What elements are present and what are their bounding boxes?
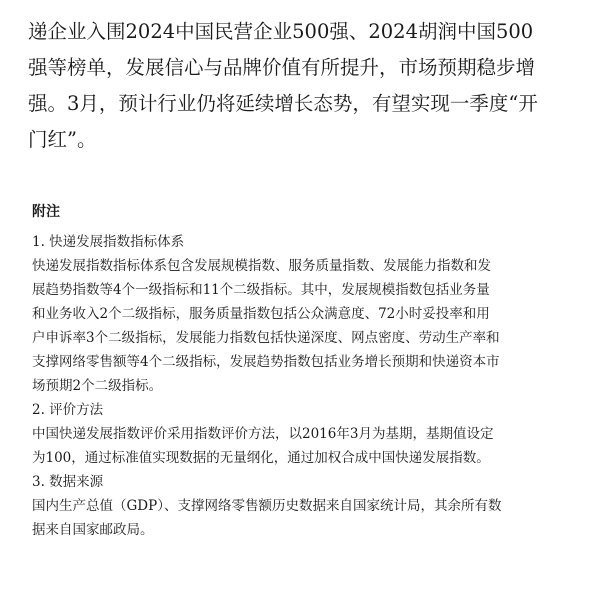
paragraph-line: 为100，通过标准值实现数据的无量纲化，通过加权合成中国快递发展指数。 xyxy=(32,450,490,466)
section-paragraph-data-source xyxy=(32,494,588,542)
paragraph-line: 场预期2个二级指标。 xyxy=(32,378,163,394)
section-paragraph-evaluation-method xyxy=(32,422,588,470)
section-heading-evaluation-method: 2. 评价方法 xyxy=(32,402,104,418)
intro-line: 强等榜单，发展信心与品牌价值有所提升，市场预期稳步增 xyxy=(28,56,536,79)
paragraph-line: 中国快递发展指数评价采用指数评价方法，以2016年3月为基期，基期值设定 xyxy=(32,426,494,442)
notes-heading: 附注 xyxy=(32,204,60,220)
paragraph-line: 快递发展指数指标体系包含发展规模指数、服务质量指数、发展能力指数和发 xyxy=(32,258,491,274)
intro-line: 门红”。 xyxy=(28,128,97,151)
intro-line: 递企业入围2024中国民营企业500强、2024胡润中国500 xyxy=(28,20,534,43)
section-heading-indicator-system: 1. 快递发展指数指标体系 xyxy=(32,234,185,250)
section-paragraph-indicator-system xyxy=(32,254,588,398)
paragraph-line: 据来自国家邮政局。 xyxy=(32,522,154,538)
paragraph-line: 和业务收入2个二级指标，服务质量指数包括公众满意度、72小时妥投率和用 xyxy=(32,306,490,322)
paragraph-line: 展趋势指数等4个一级指标和11个二级指标。其中，发展规模指数包括业务量 xyxy=(32,282,490,298)
intro-paragraph xyxy=(28,14,588,158)
paragraph-line: 国内生产总值（GDP）、支撑网络零售额历史数据来自国家统计局，其余所有数 xyxy=(32,498,502,514)
paragraph-line: 户申诉率3个二级指标，发展能力指数包括快递深度、网点密度、劳动生产率和 xyxy=(32,330,500,346)
notes-section xyxy=(32,202,588,542)
paragraph-line: 支撑网络零售额等4个二级指标，发展趋势指数包括业务增长预期和快递资本市 xyxy=(32,354,500,370)
section-heading-data-source: 3. 数据来源 xyxy=(32,474,104,490)
intro-line: 强。3月，预计行业仍将延续增长态势，有望实现一季度“开 xyxy=(28,92,538,115)
